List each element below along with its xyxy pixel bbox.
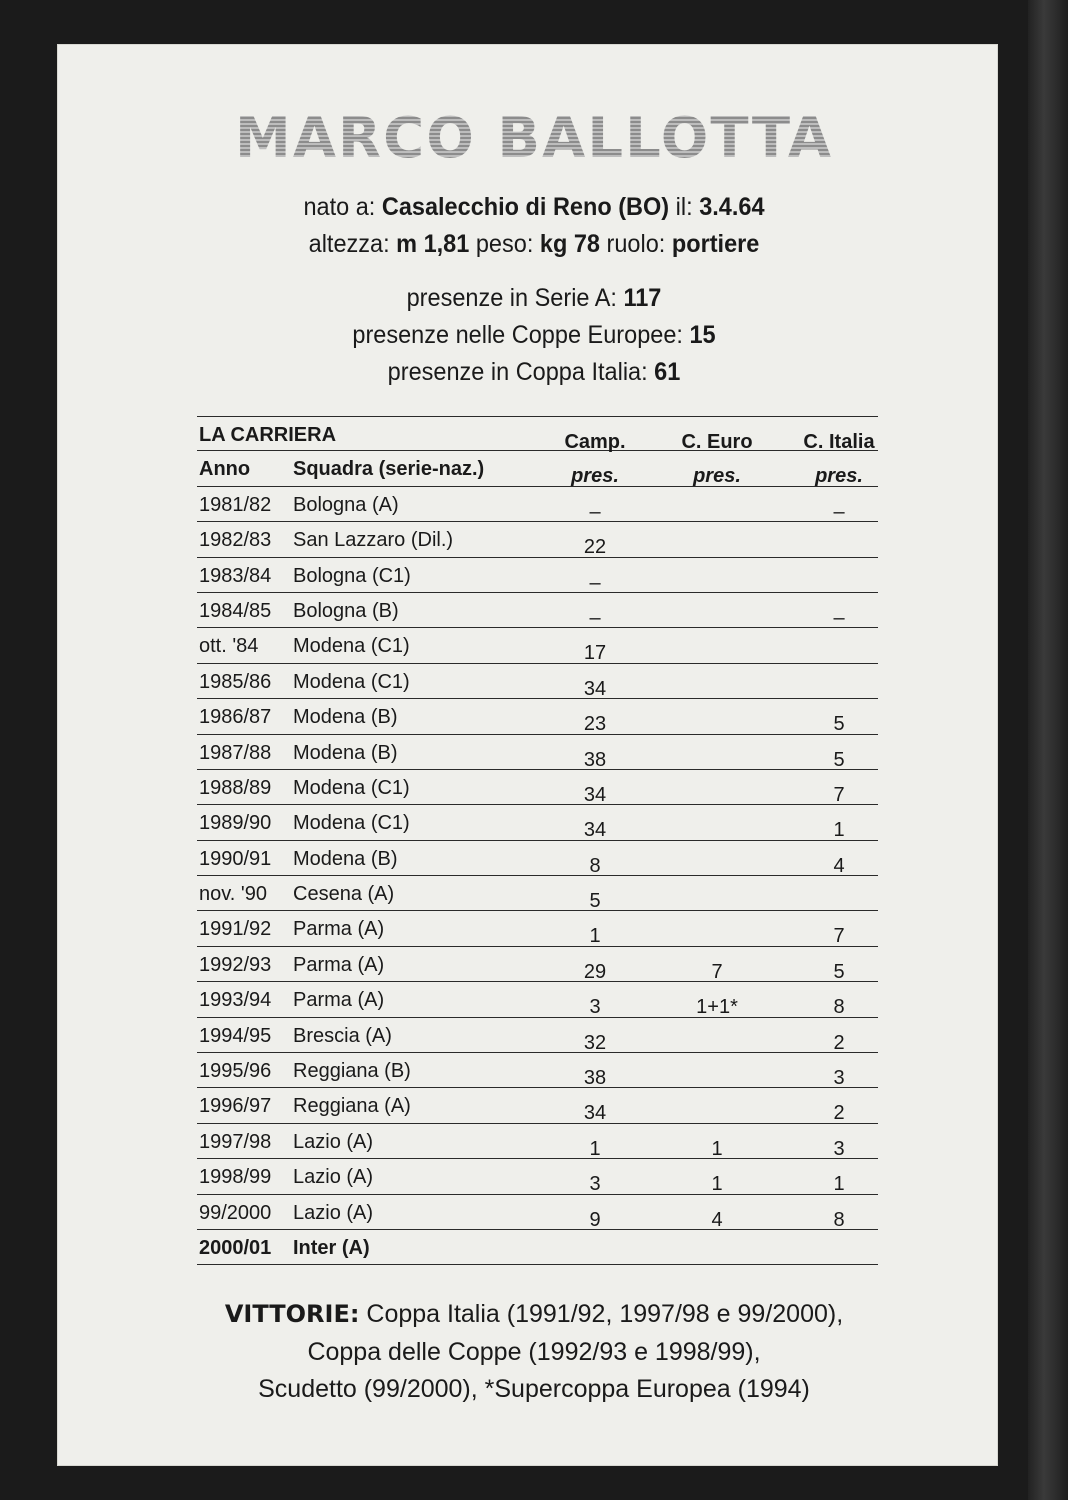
table-row — [197, 628, 878, 663]
cell-italia: – — [833, 606, 845, 629]
cell-euro: 7 — [711, 960, 723, 983]
cell-camp: 38 — [583, 748, 607, 771]
table-row — [197, 487, 878, 522]
cell-team: Lazio (A) — [293, 1166, 374, 1189]
cell-camp: 34 — [583, 783, 607, 806]
table-row — [197, 699, 878, 734]
weight-value: kg 78 — [539, 230, 601, 258]
born-date: 3.4.64 — [699, 193, 765, 221]
table-row — [197, 841, 878, 876]
table-row — [197, 1088, 878, 1123]
apps-euro-line — [32, 321, 1036, 350]
cell-team: Modena (C1) — [293, 670, 410, 693]
col-italia-header: C. Italia — [803, 431, 875, 453]
cell-camp: 9 — [589, 1208, 601, 1231]
apps-seriea-value: 117 — [623, 284, 662, 312]
cell-team: Modena (B) — [293, 847, 398, 870]
cell-team: Reggiana (B) — [293, 1060, 411, 1083]
career-rows — [197, 487, 878, 1266]
cell-euro: 1 — [711, 1137, 723, 1160]
cell-camp: – — [589, 571, 601, 594]
apps-seriea-line — [32, 284, 1036, 313]
table-row — [197, 664, 878, 699]
cell-team: Parma (A) — [293, 989, 385, 1012]
cell-team: Parma (A) — [293, 918, 385, 941]
cell-camp: 34 — [583, 677, 607, 700]
cell-italia: 7 — [833, 783, 845, 806]
height-value: m 1,81 — [396, 230, 470, 258]
table-row — [197, 911, 878, 946]
cell-italia: 5 — [833, 748, 845, 771]
apps-seriea-label: presenze in Serie A: — [406, 284, 617, 312]
cell-team: Bologna (B) — [293, 599, 399, 622]
cell-italia: 5 — [833, 960, 845, 983]
cell-euro: 1 — [711, 1173, 723, 1196]
role-label: ruolo: — [606, 230, 666, 258]
player-name: MARCO BALLOTTA — [0, 106, 1068, 171]
cell-camp: 17 — [583, 642, 607, 665]
cell-year: 1992/93 — [199, 953, 272, 976]
cell-camp: 1 — [589, 1137, 601, 1160]
career-subheader-row — [197, 451, 878, 486]
cell-year: 1996/97 — [199, 1095, 272, 1118]
col-year-header: Anno — [199, 458, 251, 481]
cell-team: San Lazzaro (Dil.) — [293, 529, 454, 552]
cell-camp: – — [589, 500, 601, 523]
apps-coppaitalia-line — [32, 358, 1036, 387]
cell-italia: 8 — [833, 1208, 845, 1231]
birth-line — [32, 193, 1036, 222]
cell-year: 1986/87 — [199, 706, 272, 729]
cell-italia: 1 — [833, 819, 845, 842]
cell-camp: 23 — [583, 713, 607, 736]
cell-team: Modena (B) — [293, 706, 398, 729]
cell-camp: 34 — [583, 1102, 607, 1125]
table-row — [197, 876, 878, 911]
table-row — [197, 1159, 878, 1194]
cell-year: 1998/99 — [199, 1166, 272, 1189]
cell-year: 1995/96 — [199, 1060, 272, 1083]
cell-camp: 38 — [583, 1067, 607, 1090]
table-row — [197, 1195, 878, 1230]
cell-team: Parma (A) — [293, 953, 385, 976]
cell-team: Lazio (A) — [293, 1130, 374, 1153]
height-label: altezza: — [308, 230, 390, 258]
wins-line-1 — [0, 1300, 1068, 1329]
cell-italia: 8 — [833, 996, 845, 1019]
table-row — [197, 735, 878, 770]
physical-line — [32, 230, 1036, 259]
cell-year: 1985/86 — [199, 670, 272, 693]
role-value: portiere — [671, 230, 760, 258]
table-row — [197, 805, 878, 840]
cell-team: Lazio (A) — [293, 1201, 374, 1224]
born-date-label: il: — [675, 193, 693, 221]
cell-italia: 5 — [833, 713, 845, 736]
cell-team: Cesena (A) — [293, 883, 395, 906]
wins-line-3: Scudetto (99/2000), *Supercoppa Europea (1994) — [258, 1375, 810, 1403]
cell-camp: 29 — [583, 960, 607, 983]
table-row — [197, 770, 878, 805]
career-title: LA CARRIERA — [199, 424, 337, 446]
cell-italia: 1 — [833, 1173, 845, 1196]
cell-italia: 2 — [833, 1031, 845, 1054]
cell-team: Brescia (A) — [293, 1024, 392, 1047]
cell-year: 1982/83 — [199, 529, 272, 552]
born-label: nato a: — [303, 193, 376, 221]
wins-line-2: Coppa delle Coppe (1992/93 e 1998/99), — [307, 1338, 761, 1366]
career-header-row — [197, 416, 878, 451]
cell-italia: 7 — [833, 925, 845, 948]
wins-text-1: Coppa Italia (1991/92, 1997/98 e 99/2000), — [366, 1300, 844, 1328]
cell-year: 1994/95 — [199, 1024, 272, 1047]
apps-euro-label: presenze nelle Coppe Europee: — [352, 321, 683, 349]
cell-camp: 3 — [589, 996, 601, 1019]
cell-team: Modena (C1) — [293, 812, 410, 835]
cell-year: 2000/01 — [199, 1236, 272, 1259]
cell-team: Modena (C1) — [293, 635, 410, 658]
table-row — [197, 982, 878, 1017]
cell-camp: – — [589, 606, 601, 629]
cell-italia: 3 — [833, 1067, 845, 1090]
col-camp-header: Camp. — [564, 431, 626, 453]
cell-camp: 34 — [583, 819, 607, 842]
cell-team: Bologna (C1) — [293, 564, 411, 587]
table-row — [197, 1053, 878, 1088]
cell-year: ott. '84 — [199, 635, 259, 658]
col-italia-pres: pres. — [815, 465, 863, 488]
apps-euro-value: 15 — [689, 321, 716, 349]
cell-camp: 5 — [589, 890, 601, 913]
cell-italia: 3 — [833, 1137, 845, 1160]
cell-team: Bologna (A) — [293, 493, 399, 516]
table-row — [197, 1124, 878, 1159]
table-row — [197, 593, 878, 628]
cell-team: Modena (C1) — [293, 776, 410, 799]
col-euro-pres: pres. — [693, 465, 741, 488]
cell-camp: 1 — [589, 925, 601, 948]
cell-year: nov. '90 — [199, 883, 267, 906]
cell-year: 1993/94 — [199, 989, 272, 1012]
cell-italia: – — [833, 500, 845, 523]
cell-team: Reggiana (A) — [293, 1095, 411, 1118]
cell-euro: 1+1* — [696, 996, 738, 1019]
cell-team: Inter (A) — [293, 1236, 370, 1259]
cell-year: 1997/98 — [199, 1130, 272, 1153]
born-place: Casalecchio di Reno (BO) — [381, 193, 670, 221]
table-row — [197, 558, 878, 593]
cell-italia: 4 — [833, 854, 845, 877]
table-row — [197, 1018, 878, 1053]
cell-team: Modena (B) — [293, 741, 398, 764]
cell-year: 1987/88 — [199, 741, 272, 764]
table-row — [197, 1230, 878, 1265]
cell-year: 1984/85 — [199, 599, 272, 622]
apps-coppaitalia-value: 61 — [654, 358, 681, 386]
cell-year: 1988/89 — [199, 776, 272, 799]
cell-euro: 4 — [711, 1208, 723, 1231]
weight-label: peso: — [475, 230, 534, 258]
col-euro-header: C. Euro — [681, 431, 753, 453]
cell-camp: 22 — [583, 536, 607, 559]
cell-camp: 8 — [589, 854, 601, 877]
cell-year: 1983/84 — [199, 564, 272, 587]
cell-year: 99/2000 — [199, 1201, 272, 1224]
cell-year: 1990/91 — [199, 847, 272, 870]
cell-year: 1981/82 — [199, 493, 272, 516]
career-table — [197, 416, 878, 1265]
table-row — [197, 522, 878, 557]
col-camp-pres: pres. — [571, 465, 619, 488]
col-team-header: Squadra (serie-naz.) — [293, 458, 485, 481]
cell-italia: 2 — [833, 1102, 845, 1125]
table-row — [197, 947, 878, 982]
cell-year: 1989/90 — [199, 812, 272, 835]
apps-coppaitalia-label: presenze in Coppa Italia: — [387, 358, 648, 386]
wins-label: VITTORIE: — [224, 1300, 360, 1328]
cell-camp: 3 — [589, 1173, 601, 1196]
cell-camp: 32 — [583, 1031, 607, 1054]
cell-year: 1991/92 — [199, 918, 272, 941]
